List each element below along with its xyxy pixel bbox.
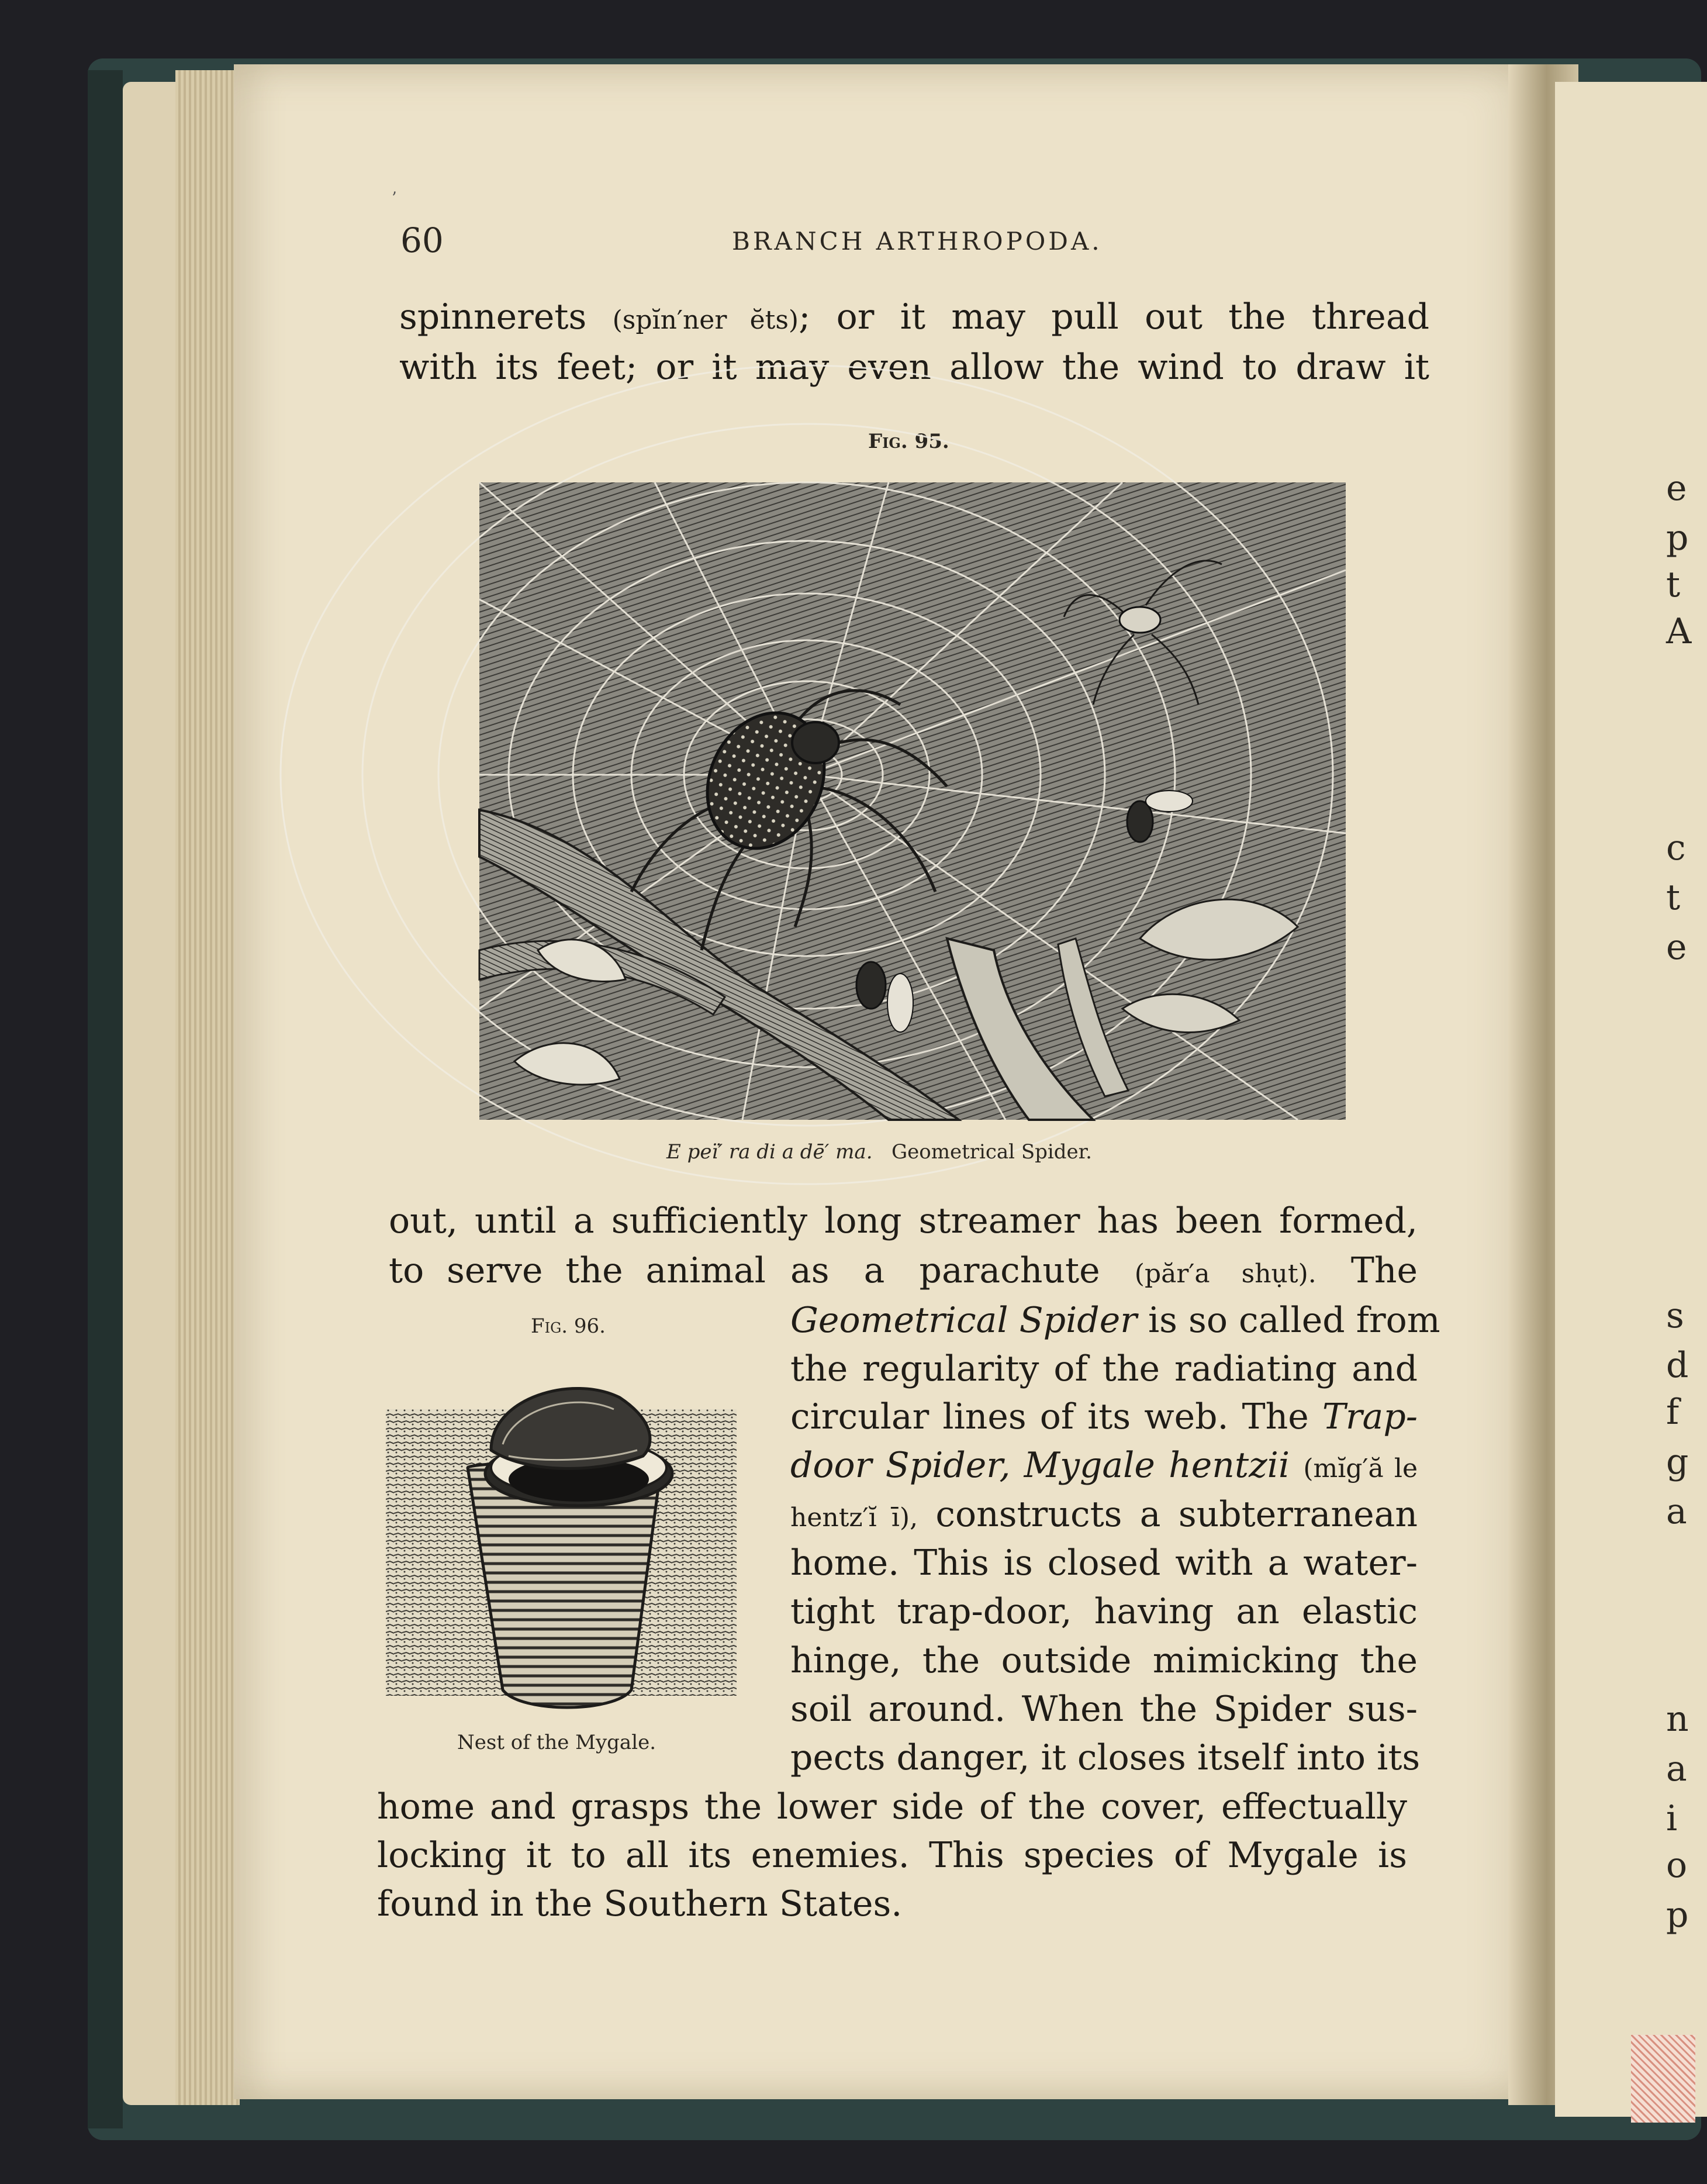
- text-line: pects danger, it closes itself into its: [790, 1737, 1421, 1778]
- text-run: constructs a subterranean: [935, 1494, 1418, 1535]
- text-run: circular lines of its web. The: [790, 1396, 1309, 1437]
- fig96-caption: Nest of the Mygale.: [457, 1731, 656, 1754]
- text-line: to serve the animal: [389, 1250, 766, 1291]
- text-line: [790, 1396, 1418, 1437]
- right-page-fragment: e: [1666, 468, 1687, 509]
- text-run: as a parachute: [790, 1250, 1100, 1291]
- text-line: [790, 1300, 1440, 1341]
- right-page-fragment: a: [1666, 1748, 1687, 1789]
- right-page-fragment: e: [1666, 927, 1687, 968]
- fig95-caption-common: Geometrical Spider.: [891, 1140, 1092, 1164]
- right-page-fragment: p: [1666, 1895, 1689, 1935]
- text-line: the regularity of the radiating and: [790, 1348, 1418, 1389]
- right-page-fragment: c: [1666, 827, 1686, 868]
- page-number: 60: [400, 220, 444, 260]
- right-page-fragment: f: [1666, 1392, 1680, 1433]
- right-page-fragment: p: [1666, 517, 1689, 558]
- text-line: out, until a sufficiently long streamer has been formed,: [389, 1200, 1418, 1241]
- right-page-fragment: g: [1666, 1441, 1689, 1482]
- text-line: hinge, the outside mimicking the: [790, 1640, 1418, 1681]
- pronunciation: (mĭg′ă le: [1303, 1454, 1418, 1483]
- fig95-label: Fig. 95.: [868, 430, 949, 453]
- spider-web-engraving: [479, 482, 1346, 1120]
- text-line: with its feet; or it may even allow the wind to draw it: [399, 347, 1429, 388]
- pronunciation: (păr′a shụt).: [1134, 1259, 1316, 1289]
- text-line: [790, 1494, 1418, 1535]
- text-line: soil around. When the Spider sus-: [790, 1689, 1418, 1730]
- text-line: found in the Southern States.: [377, 1883, 903, 1924]
- right-page-fragment: i: [1666, 1798, 1678, 1839]
- fig95-caption: [666, 1140, 1092, 1164]
- text-line: [790, 1250, 1418, 1291]
- right-page-fragment: t: [1666, 877, 1681, 918]
- right-page-fragment: d: [1666, 1345, 1689, 1386]
- term: door Spider, Mygale hentzii: [790, 1445, 1290, 1486]
- fig95-caption-latin: E peï′ ra di a dē′ ma.: [666, 1140, 873, 1164]
- fig96-label: Fig. 96.: [531, 1314, 606, 1338]
- text-line: tight trap-door, having an elastic: [790, 1591, 1418, 1632]
- pronunciation: hentz′ĭ ī),: [790, 1503, 918, 1533]
- right-page-fragment: t: [1666, 564, 1681, 605]
- term: spinnerets: [399, 296, 587, 337]
- pronunciation: (spĭn′ner ĕts): [612, 305, 799, 335]
- text-run: is so called from: [1148, 1300, 1440, 1341]
- right-page-fragment: s: [1666, 1295, 1684, 1336]
- page-edges: [175, 70, 240, 2105]
- right-page-fragment: n: [1666, 1699, 1689, 1740]
- fig95-illustration: [479, 482, 1346, 1120]
- library-label: [1631, 2035, 1695, 2123]
- text-line: [399, 296, 1429, 337]
- right-page-fragment: o: [1666, 1845, 1688, 1886]
- mygale-nest-engraving: [386, 1362, 737, 1725]
- text-line: home and grasps the lower side of the cover, effectually: [377, 1786, 1407, 1827]
- text-line: [790, 1445, 1418, 1486]
- text-run: The: [1350, 1250, 1418, 1291]
- right-page: [1555, 82, 1707, 2117]
- running-head: BRANCH ARTHROPODA.: [732, 227, 1103, 256]
- fig96-illustration: [386, 1362, 737, 1725]
- right-page-fragment: A: [1666, 611, 1692, 652]
- right-page-fragment: a: [1666, 1491, 1687, 1532]
- term: Trap-: [1322, 1396, 1418, 1437]
- cover-edge: [88, 70, 123, 2128]
- text-line: locking it to all its enemies. This species of Mygale is: [377, 1835, 1407, 1876]
- text-run: ; or it may pull out the thread: [799, 296, 1429, 337]
- text-line: home. This is closed with a water-: [790, 1543, 1418, 1583]
- pencil-mark: ’: [392, 188, 397, 208]
- term: Geometrical Spider: [790, 1300, 1137, 1341]
